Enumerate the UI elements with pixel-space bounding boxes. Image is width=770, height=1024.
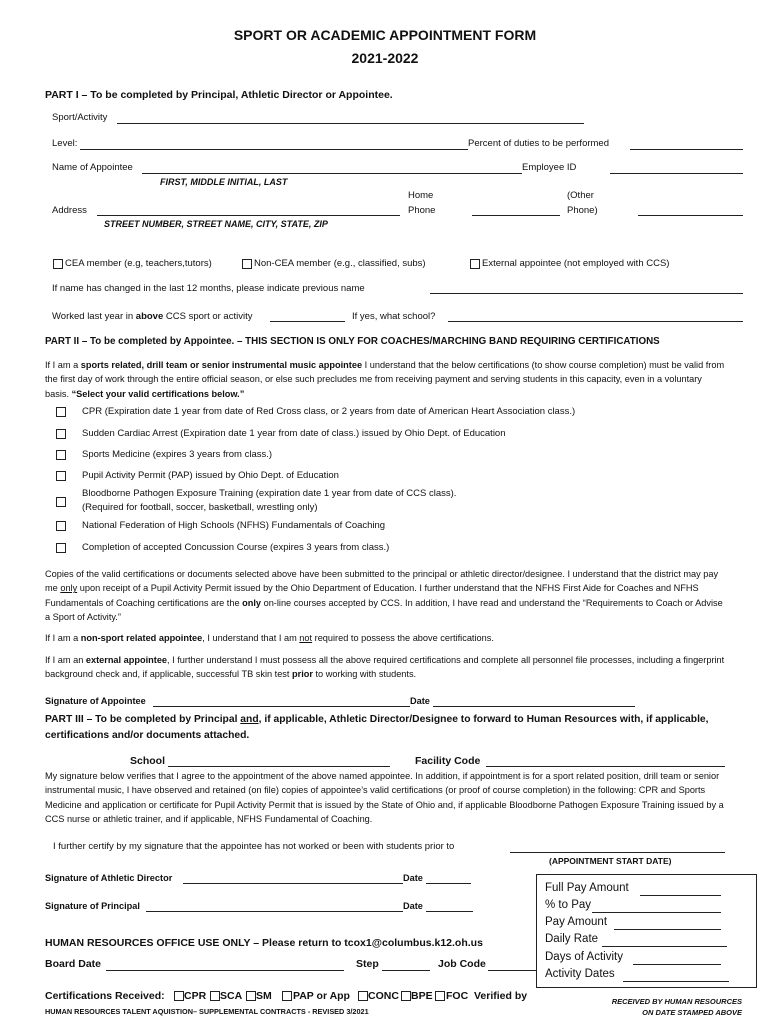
ad-date-field[interactable] bbox=[426, 883, 471, 884]
cpr-checkbox[interactable] bbox=[56, 407, 66, 417]
level-field[interactable] bbox=[80, 149, 468, 150]
part1-heading: PART I – To be completed by Principal, Athletic Director or Appointee. bbox=[45, 89, 393, 101]
job-code-label: Job Code bbox=[438, 958, 486, 970]
certify-text: I further certify by my signature that the appointee has not worked or been with students prior to bbox=[53, 841, 455, 852]
employee-id-field[interactable] bbox=[610, 173, 743, 174]
other-label: (Other bbox=[567, 190, 594, 201]
phone-label: Phone bbox=[408, 205, 436, 216]
hr-office-use-heading: HUMAN RESOURCES OFFICE USE ONLY – Please return to tcox1@columbus.k12.oh.us bbox=[45, 937, 483, 949]
principal-signature-field[interactable] bbox=[146, 911, 403, 912]
name-field[interactable] bbox=[142, 173, 522, 174]
employee-id-label: Employee ID bbox=[522, 162, 577, 173]
received-stamp-line1: RECEIVED BY HUMAN RESOURCES bbox=[611, 997, 742, 1006]
nonsport-paragraph: If I am a non-sport related appointee, I understand that I am not required to possess the above certifications. bbox=[45, 633, 494, 643]
received-conc-label: CONC bbox=[368, 990, 399, 1002]
home-label: Home bbox=[408, 190, 434, 201]
appointee-date-field[interactable] bbox=[433, 706, 635, 707]
cert-nfhs: National Federation of High Schools (NFHS) Fundamentals of Coaching bbox=[82, 520, 386, 531]
full-pay-field[interactable] bbox=[640, 895, 721, 896]
name-changed-label: If name has changed in the last 12 months, please indicate previous name bbox=[52, 283, 365, 294]
cert-cpr: CPR (Expiration date 1 year from date of Red Cross class, or 2 years from date of American Heart Association class.) bbox=[82, 406, 576, 417]
certs-received-label: Certifications Received: bbox=[45, 990, 165, 1002]
ad-signature-label: Signature of Athletic Director bbox=[45, 873, 173, 883]
bloodborne-checkbox[interactable] bbox=[56, 497, 66, 507]
principal-date-label: Date bbox=[403, 901, 423, 911]
verified-by-label: Verified by bbox=[474, 990, 528, 1002]
pay-amount-field[interactable] bbox=[614, 929, 721, 930]
received-conc-checkbox[interactable] bbox=[358, 991, 368, 1001]
sport-field[interactable] bbox=[117, 123, 584, 124]
daily-rate-label: Daily Rate bbox=[545, 933, 599, 945]
footer-text: HUMAN RESOURCES TALENT AQUISTION– SUPPLEMENTAL CONTRACTS - REVISED 3/2021 bbox=[45, 1007, 369, 1016]
percent-to-pay-label: % to Pay bbox=[545, 899, 592, 911]
nfhs-checkbox[interactable] bbox=[56, 521, 66, 531]
home-phone-field[interactable] bbox=[472, 215, 560, 216]
what-school-field[interactable] bbox=[448, 321, 743, 322]
worked-last-year-label: Worked last year in above CCS sport or activity bbox=[52, 311, 253, 322]
address-sublabel: STREET NUMBER, STREET NAME, CITY, STATE, ZIP bbox=[104, 219, 328, 229]
school-label: School bbox=[130, 755, 166, 767]
appointee-date-label: Date bbox=[410, 696, 430, 706]
job-code-field[interactable] bbox=[488, 970, 536, 971]
received-sm-label: SM bbox=[256, 990, 272, 1002]
received-pap-checkbox[interactable] bbox=[282, 991, 292, 1001]
percent-label: Percent of duties to be performed bbox=[468, 138, 609, 149]
cert-bloodborne: Bloodborne Pathogen Exposure Training (expiration date 1 year from date of CCS class). bbox=[82, 488, 457, 499]
copies-paragraph: Copies of the valid certifications or documents selected above have been submitted to the principal or athletic director/designee. I understand that the district may pay me only upon receipt of a Pupil Activity Permit issued by the Ohio Department of Education. I further understand that the NFHS First Aide for Coaches and NFHS Fundamentals of Coaching certifications are the only on-line courses accepted by CCS. In addition, I have read and understand the “Requirements to Coach or Advise a Sport of Activity.” bbox=[45, 569, 723, 622]
received-pap-label: PAP or App bbox=[293, 990, 350, 1002]
address-field[interactable] bbox=[97, 215, 400, 216]
received-stamp-line2: ON DATE STAMPED ABOVE bbox=[642, 1008, 742, 1017]
principal-date-field[interactable] bbox=[426, 911, 473, 912]
cea-checkbox[interactable] bbox=[53, 259, 63, 269]
ad-signature-field[interactable] bbox=[183, 883, 403, 884]
external-checkbox[interactable] bbox=[470, 259, 480, 269]
received-cpr-checkbox[interactable] bbox=[174, 991, 184, 1001]
pay-amount-label: Pay Amount bbox=[545, 916, 608, 928]
ad-date-label: Date bbox=[403, 873, 423, 883]
received-sca-checkbox[interactable] bbox=[210, 991, 220, 1001]
other-phone-label: Phone) bbox=[567, 205, 598, 216]
appointee-signature-field[interactable] bbox=[153, 706, 410, 707]
part2-heading: PART II – To be completed by Appointee. – THIS SECTION IS ONLY FOR COACHES/MARCHING BAND REQUIRING CERTIFICATIONS bbox=[45, 336, 660, 347]
cert-bloodborne-note: (Required for football, soccer, basketball, wrestling only) bbox=[82, 502, 318, 513]
part2-intro: If I am a sports related, drill team or senior instrumental music appointee I understand that the below certifications (to show course completion) must be valid from the first day of work through the entire official season, or else such precludes me from receiving payment and serving students in this capacity, even in a voluntary basis. “Select your valid certifications below.” bbox=[45, 360, 725, 399]
name-label: Name of Appointee bbox=[52, 162, 133, 173]
noncea-checkbox[interactable] bbox=[242, 259, 252, 269]
days-of-activity-field[interactable] bbox=[633, 964, 721, 965]
level-label: Level: bbox=[52, 138, 78, 149]
received-bpe-checkbox[interactable] bbox=[401, 991, 411, 1001]
start-date-label: (APPOINTMENT START DATE) bbox=[549, 856, 672, 866]
cea-label: CEA member (e.g, teachers,tutors) bbox=[65, 258, 212, 269]
step-label: Step bbox=[356, 958, 379, 970]
facility-code-label: Facility Code bbox=[415, 755, 481, 767]
what-school-label: If yes, what school? bbox=[352, 311, 436, 322]
received-sca-label: SCA bbox=[220, 990, 243, 1002]
percent-field[interactable] bbox=[630, 149, 743, 150]
external-paragraph: If I am an external appointee, I further understand I must possess all the above required certifications and complete all personnel file processes, including a fingerprint background check and, if applicable, successful TB skin test prior to working with students. bbox=[45, 655, 725, 680]
received-cpr-label: CPR bbox=[184, 990, 207, 1002]
sport-label: Sport/Activity bbox=[52, 112, 108, 123]
activity-dates-label: Activity Dates bbox=[545, 968, 615, 980]
cert-sca: Sudden Cardiac Arrest (Expiration date 1 year from date of class.) issued by Ohio Dept. of Education bbox=[82, 428, 506, 439]
appointee-signature-label: Signature of Appointee bbox=[45, 696, 146, 706]
cert-concussion: Completion of accepted Concussion Course (expires 3 years from class.) bbox=[82, 542, 390, 553]
cert-pap: Pupil Activity Permit (PAP) issued by Ohio Dept. of Education bbox=[82, 470, 339, 481]
percent-to-pay-field[interactable] bbox=[592, 912, 721, 913]
days-of-activity-label: Days of Activity bbox=[545, 951, 623, 963]
form-year: 2021-2022 bbox=[351, 50, 419, 66]
cert-sports-medicine: Sports Medicine (expires 3 years from class.) bbox=[82, 449, 273, 460]
activity-dates-field[interactable] bbox=[623, 981, 729, 982]
part3-heading: PART III – To be completed by Principal and, if applicable, Athletic Director/Designee to forward to Human Resources with, if applicable, certifications and/or documents attached. bbox=[45, 714, 709, 741]
address-label: Address bbox=[52, 205, 87, 216]
school-field[interactable] bbox=[168, 766, 390, 767]
board-date-label: Board Date bbox=[45, 958, 102, 970]
start-date-field[interactable] bbox=[510, 852, 725, 853]
full-pay-label: Full Pay Amount bbox=[545, 882, 629, 894]
previous-name-field[interactable] bbox=[430, 293, 743, 294]
principal-signature-label: Signature of Principal bbox=[45, 901, 140, 911]
worked-last-year-field[interactable] bbox=[270, 321, 345, 322]
concussion-checkbox[interactable] bbox=[56, 543, 66, 553]
daily-rate-field[interactable] bbox=[602, 946, 727, 947]
form-title: SPORT OR ACADEMIC APPOINTMENT FORM bbox=[233, 27, 537, 43]
received-bpe-label: BPE bbox=[411, 990, 433, 1002]
pap-checkbox[interactable] bbox=[56, 471, 66, 481]
received-foc-label: FOC bbox=[446, 990, 469, 1002]
facility-code-field[interactable] bbox=[486, 766, 725, 767]
received-foc-checkbox[interactable] bbox=[435, 991, 445, 1001]
external-label: External appointee (not employed with CCS) bbox=[482, 258, 670, 269]
name-sublabel: FIRST, MIDDLE INITIAL, LAST bbox=[160, 177, 288, 187]
verify-paragraph: My signature below verifies that I agree to the appointment of the above named appointee. In addition, if appointment is for a sport related position, drill team or senior instrumental music, I have observed and retained (on file) copies of appointee’s valid certifications (or proof of course completion) in the following: CPR and Sports Medicine and application or certificate for Pupil Activity Permit that is issued by the State of Ohio and, if applicable Bloodborne Pathogen Exposure Training issued by a CCS nurse or athletic trainer, and if applicable, NFHS Fundamental of Coaching. bbox=[45, 771, 724, 824]
noncea-label: Non-CEA member (e.g., classified, subs) bbox=[254, 258, 426, 269]
board-date-field[interactable] bbox=[106, 970, 344, 971]
received-sm-checkbox[interactable] bbox=[246, 991, 256, 1001]
step-field[interactable] bbox=[382, 970, 430, 971]
sca-checkbox[interactable] bbox=[56, 429, 66, 439]
other-phone-field[interactable] bbox=[638, 215, 743, 216]
sports-medicine-checkbox[interactable] bbox=[56, 450, 66, 460]
